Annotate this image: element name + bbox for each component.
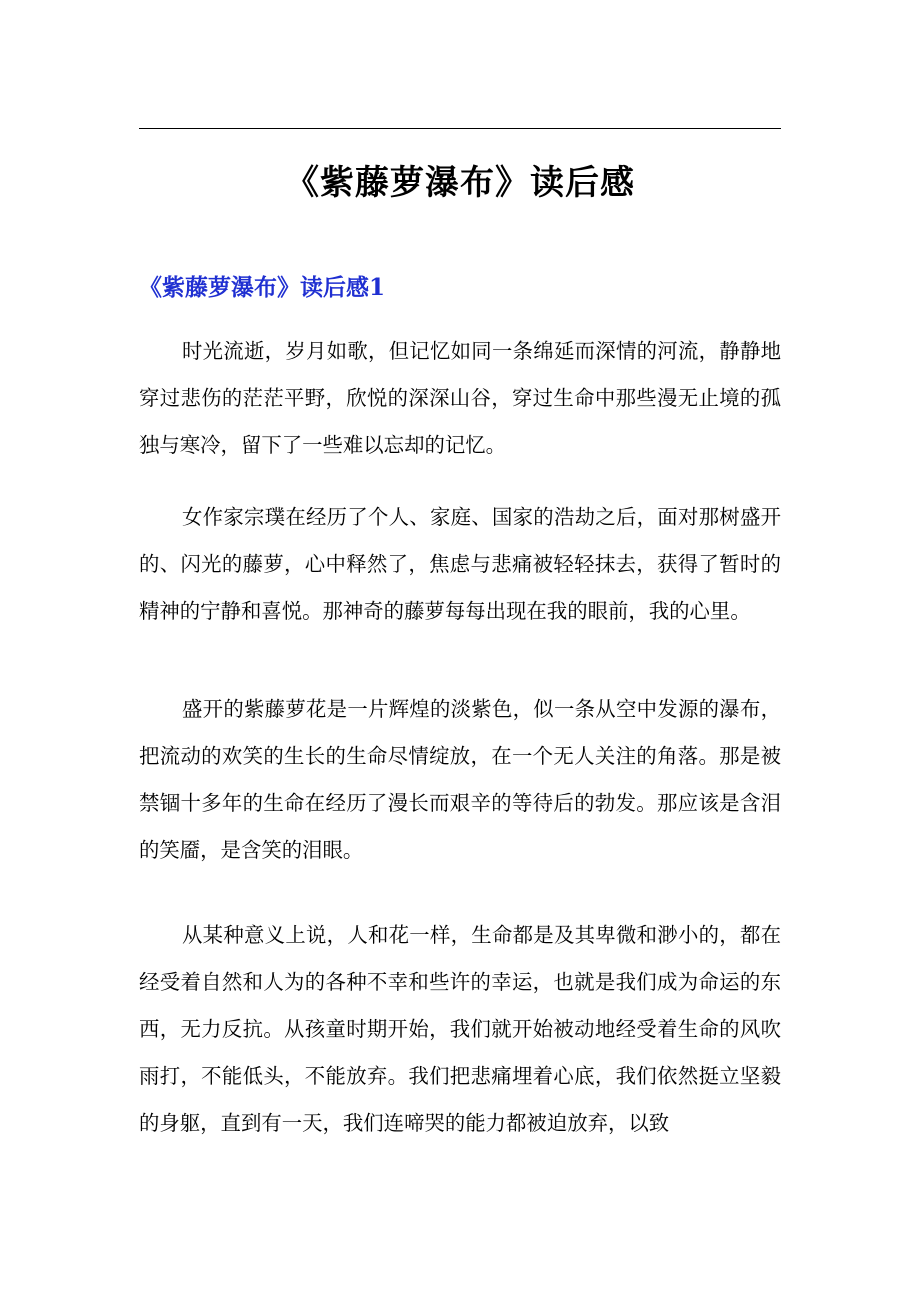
section-heading: 《紫藤萝瀑布》读后感1 (139, 274, 386, 301)
paragraph-2: 女作家宗璞在经历了个人、家庭、国家的浩劫之后，面对那树盛开的、闪光的藤萝，心中释然了，焦虑与悲痛被轻轻抹去，获得了暂时的精神的宁静和喜悦。那神奇的藤萝每每出现在我的眼前，我的心里。 (139, 505, 781, 623)
paragraph-4: 从某种意义上说，人和花一样，生命都是及其卑微和渺小的，都在经受着自然和人为的各种不幸和些许的幸运，也就是我们成为命运的东西，无力反抗。从孩童时期开始，我们就开始被动地经受着生命的风吹雨打，不能低头，不能放弃。我们把悲痛埋着心底，我们依然挺立坚毅的身躯，直到有一天，我们连啼哭的能力都被迫放弃，以致 (139, 923, 781, 1135)
paragraph-3: 盛开的紫藤萝花是一片辉煌的淡紫色，似一条从空中发源的瀑布，把流动的欢笑的生长的生命尽情绽放，在一个无人关注的角落。那是被禁锢十多年的生命在经历了漫长而艰辛的等待后的勃发。那应该是含泪的笑靥，是含笑的泪眼。 (139, 697, 781, 862)
header-rule (139, 128, 781, 129)
page-title: 《紫藤萝瀑布》读后感 (285, 163, 635, 203)
paragraph-1: 时光流逝，岁月如歌，但记忆如同一条绵延而深情的河流，静静地穿过悲伤的茫茫平野，欣悦的深深山谷，穿过生命中那些漫无止境的孤独与寒冷，留下了一些难以忘却的记忆。 (139, 339, 781, 457)
